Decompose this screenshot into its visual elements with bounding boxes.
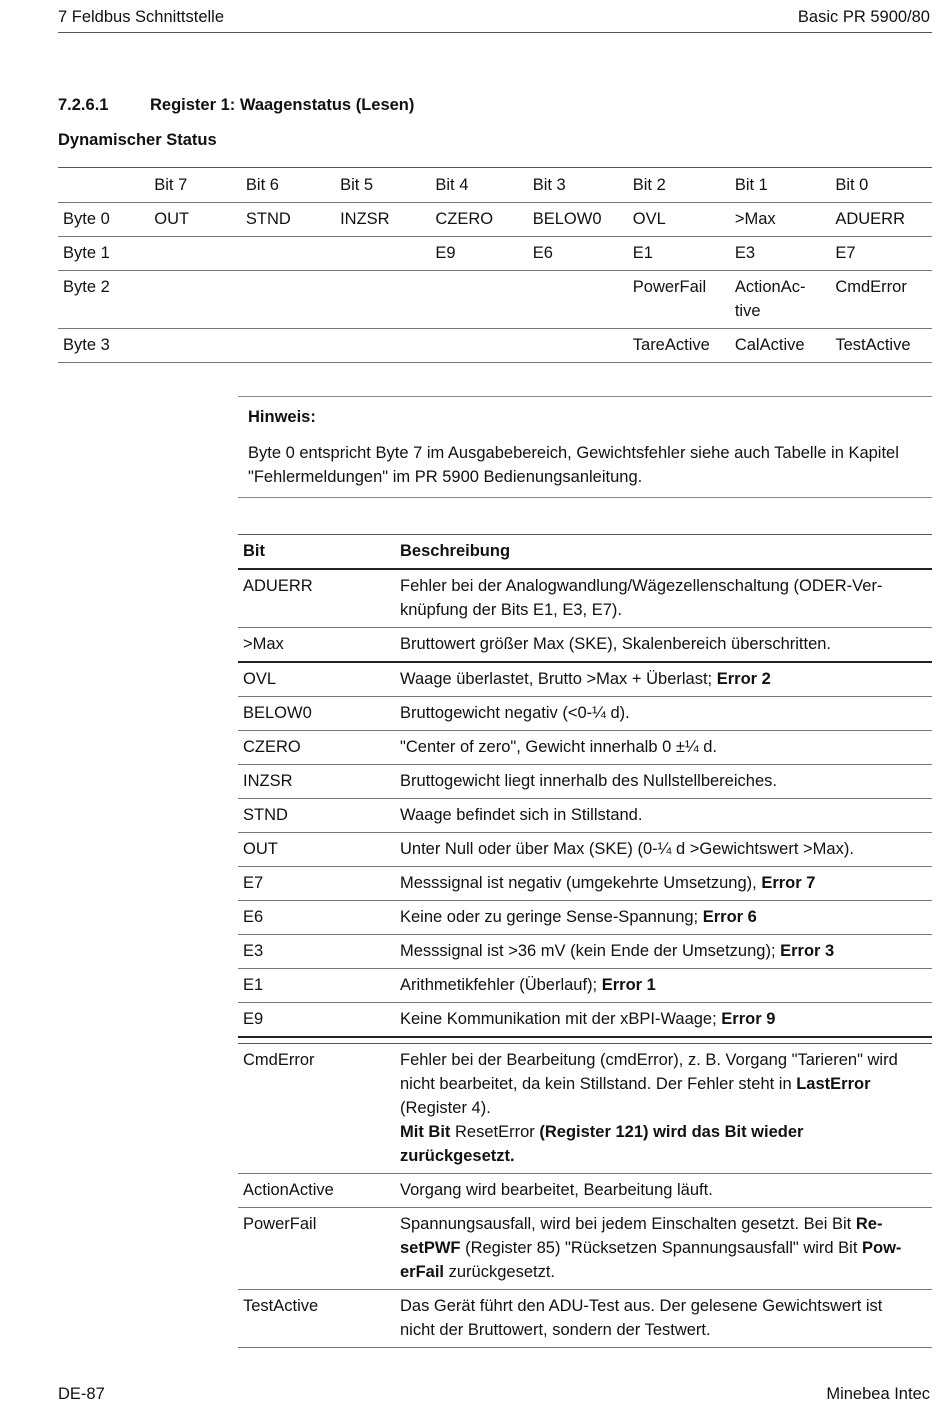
table-cell [335, 329, 430, 363]
table-header-cell: Bit [243, 542, 265, 560]
bit-name-cell: PowerFail [243, 1215, 317, 1233]
table-cell: OUT [154, 210, 190, 228]
description-text: Spannungsausfall, wird bei jedem Einschalten gesetzt. Bei Bit [400, 1215, 856, 1233]
bit-name-cell: TestActive [243, 1297, 319, 1315]
table-cell: E6 [532, 244, 553, 262]
bit-description-cell [391, 765, 932, 799]
table-row [58, 329, 932, 363]
table-cell [149, 329, 241, 363]
header-product: Basic PR 5900/80 [797, 8, 930, 26]
bit-name-cell: ActionActive [243, 1181, 334, 1199]
table-cell: E3 [734, 244, 756, 262]
bold-term: Re-setPWF [400, 1215, 883, 1257]
bold-term: (Register 121) wird das Bit wieder zurückgesetzt. [400, 1123, 804, 1165]
table-cell [528, 271, 628, 329]
section-title: Register 1: Waagenstatus (Lesen) [150, 96, 415, 114]
bit-name-cell: E7 [243, 874, 264, 892]
table-cell [149, 271, 241, 329]
bold-term: Error 9 [721, 1010, 776, 1028]
table-cell: CmdError [835, 278, 907, 296]
table-cell: CalActive [734, 336, 805, 354]
description-text: Bruttogewicht negativ (<0-¼ d). [400, 704, 630, 722]
description-text: Waage befindet sich in Stillstand. [400, 806, 643, 824]
description-text: (Register 4). [400, 1099, 491, 1117]
table-row [58, 203, 932, 237]
table-row [238, 1208, 932, 1290]
bit-description-cell [391, 731, 932, 765]
table-row [238, 1003, 932, 1038]
bold-term: Mit Bit [400, 1123, 455, 1141]
description-text: Das Gerät führt den ADU-Test aus. Der gelesene Gewichtswert ist nicht der Bruttowert, sondern der Testwert. [400, 1297, 883, 1339]
bit-description-cell [391, 628, 932, 663]
table-row [238, 569, 932, 628]
bit-name-cell: CmdError [243, 1051, 315, 1069]
table-row [238, 867, 932, 901]
table-cell: Byte 0 [63, 210, 110, 228]
bit-name-cell: E9 [243, 1010, 264, 1028]
table-cell: E1 [632, 244, 653, 262]
table-header-cell: Bit 6 [245, 176, 279, 194]
table-cell: INZSR [340, 210, 390, 228]
page-number: DE-87 [58, 1385, 105, 1403]
table-cell [335, 271, 430, 329]
table-row [238, 662, 932, 697]
table-cell: OVL [632, 210, 666, 228]
bit-description-cell [391, 569, 932, 628]
bit-name-cell: BELOW0 [243, 704, 312, 722]
bit-name-cell: E1 [243, 976, 264, 994]
table-header-cell: Bit 7 [154, 176, 188, 194]
status-bit-table [58, 167, 932, 363]
header-divider [58, 32, 932, 33]
table-cell: PowerFail [632, 278, 707, 296]
table-row [238, 765, 932, 799]
bold-term: Pow-erFail [400, 1239, 902, 1281]
bit-name-cell: OUT [243, 840, 278, 858]
bit-description-cell [391, 1174, 932, 1208]
bit-name-cell: CZERO [243, 738, 301, 756]
table-header-cell: Bit 1 [734, 176, 768, 194]
bit-description-cell [391, 833, 932, 867]
bit-name-cell: E3 [243, 942, 264, 960]
description-text: Messsignal ist >36 mV (kein Ende der Umsetzung); [400, 942, 781, 960]
footer-brand: Minebea Intec [826, 1385, 930, 1403]
note-text: Byte 0 entspricht Byte 7 im Ausgabebereich, Gewichtsfehler siehe auch Tabelle in Kapitel "Fehlermeldungen" im PR 5900 Bedienungsanleitung. [248, 444, 899, 486]
bit-name-cell: >Max [243, 635, 284, 653]
description-text: Keine Kommunikation mit der xBPI-Waage; [400, 1010, 722, 1028]
table-cell: E9 [435, 244, 456, 262]
note-box [238, 396, 932, 498]
bit-name-cell: OVL [243, 670, 277, 688]
table-row [58, 237, 932, 271]
description-text: Arithmetikfehler (Überlauf); [400, 976, 602, 994]
description-text: zurückgesetzt. [444, 1263, 555, 1281]
bit-description-cell [391, 662, 932, 697]
table-cell [241, 271, 335, 329]
table-cell: ADUERR [835, 210, 906, 228]
table-cell: Byte 1 [63, 244, 110, 262]
description-text: Bruttogewicht liegt innerhalb des Nullstellbereiches. [400, 772, 777, 790]
subsection-title: Dynamischer Status [58, 131, 217, 149]
table-header-row [58, 168, 932, 203]
note-title: Hinweis: [248, 408, 316, 426]
table-cell [58, 168, 149, 203]
table-row [238, 799, 932, 833]
table-row [238, 1290, 932, 1348]
table-row [58, 271, 932, 329]
table-row [238, 1044, 932, 1174]
description-text: ResetError [455, 1123, 535, 1141]
table-header-cell: Beschreibung [400, 542, 511, 560]
bold-term: Error 2 [716, 670, 771, 688]
table-cell: >Max [734, 210, 776, 228]
table-header-cell: Bit 4 [435, 176, 469, 194]
table-cell [241, 329, 335, 363]
description-text: (Register 85) "Rücksetzen Spannungsausfall" wird Bit [460, 1239, 863, 1257]
bit-description-cell [391, 935, 932, 969]
bit-description-cell [391, 969, 932, 1003]
table-cell: TareActive [632, 336, 710, 354]
bold-term: Error 7 [761, 874, 816, 892]
table-cell: Byte 3 [63, 336, 110, 354]
bit-name-cell: STND [243, 806, 288, 824]
section-number: 7.2.6.1 [58, 96, 109, 114]
header-chapter: 7 Feldbus Schnittstelle [58, 8, 225, 26]
bit-description-cell [391, 1290, 932, 1348]
bold-term: Error 3 [780, 942, 835, 960]
description-text: Fehler bei der Bearbeitung (cmdError), z. B. Vorgang "Tarieren" wird nicht bearbeitet, da kein Stillstand. Der Fehler steht in [400, 1051, 898, 1093]
table-row [238, 833, 932, 867]
bit-description-cell [391, 901, 932, 935]
description-text: Fehler bei der Analogwandlung/Wägezellenschaltung (ODER-Ver-knüpfung der Bits E1, E3, E7). [400, 577, 883, 619]
table-row [238, 731, 932, 765]
table-header-cell: Bit 3 [532, 176, 566, 194]
table-cell: TestActive [835, 336, 911, 354]
table-row [238, 901, 932, 935]
description-text: Unter Null oder über Max (SKE) (0-¼ d >Gewichtswert >Max). [400, 840, 854, 858]
table-cell [241, 237, 335, 271]
description-text: Messsignal ist negativ (umgekehrte Umsetzung), [400, 874, 762, 892]
table-header-row [238, 535, 932, 570]
table-row [238, 935, 932, 969]
bit-description-cell [391, 697, 932, 731]
bit-description-cell [391, 1003, 932, 1038]
table-cell: BELOW0 [532, 210, 602, 228]
bit-name-cell: ADUERR [243, 577, 313, 595]
table-cell [430, 329, 527, 363]
bold-term: LastError [796, 1075, 871, 1093]
description-text: Keine oder zu geringe Sense-Spannung; [400, 908, 703, 926]
bold-term: Error 6 [702, 908, 757, 926]
table-row [238, 1174, 932, 1208]
description-text: Waage überlastet, Brutto >Max + Überlast; [400, 670, 717, 688]
bold-term: Error 1 [601, 976, 656, 994]
bit-description-cell [391, 867, 932, 901]
table-row [238, 697, 932, 731]
description-text: "Center of zero", Gewicht innerhalb 0 ±¼ d. [400, 738, 718, 756]
bit-name-cell: E6 [243, 908, 264, 926]
description-text: Vorgang wird bearbeitet, Bearbeitung läuft. [400, 1181, 713, 1199]
description-text: Bruttowert größer Max (SKE), Skalenbereich überschritten. [400, 635, 832, 653]
table-cell [149, 237, 241, 271]
table-header-cell: Bit 0 [835, 176, 869, 194]
bit-description-cell [391, 1044, 932, 1174]
table-cell: ActionAc-tive [734, 278, 806, 320]
bit-description-cell [391, 1208, 932, 1290]
table-header-cell: Bit 2 [632, 176, 666, 194]
bit-name-cell: INZSR [243, 772, 293, 790]
table-cell [335, 237, 430, 271]
table-cell: CZERO [435, 210, 494, 228]
table-cell [528, 329, 628, 363]
table-cell: Byte 2 [63, 278, 110, 296]
table-header-cell: Bit 5 [340, 176, 374, 194]
table-cell: STND [245, 210, 291, 228]
table-cell [430, 271, 527, 329]
table-row [238, 969, 932, 1003]
bit-description-table [238, 534, 932, 1348]
table-cell: E7 [835, 244, 856, 262]
table-row [238, 628, 932, 663]
bit-description-cell [391, 799, 932, 833]
